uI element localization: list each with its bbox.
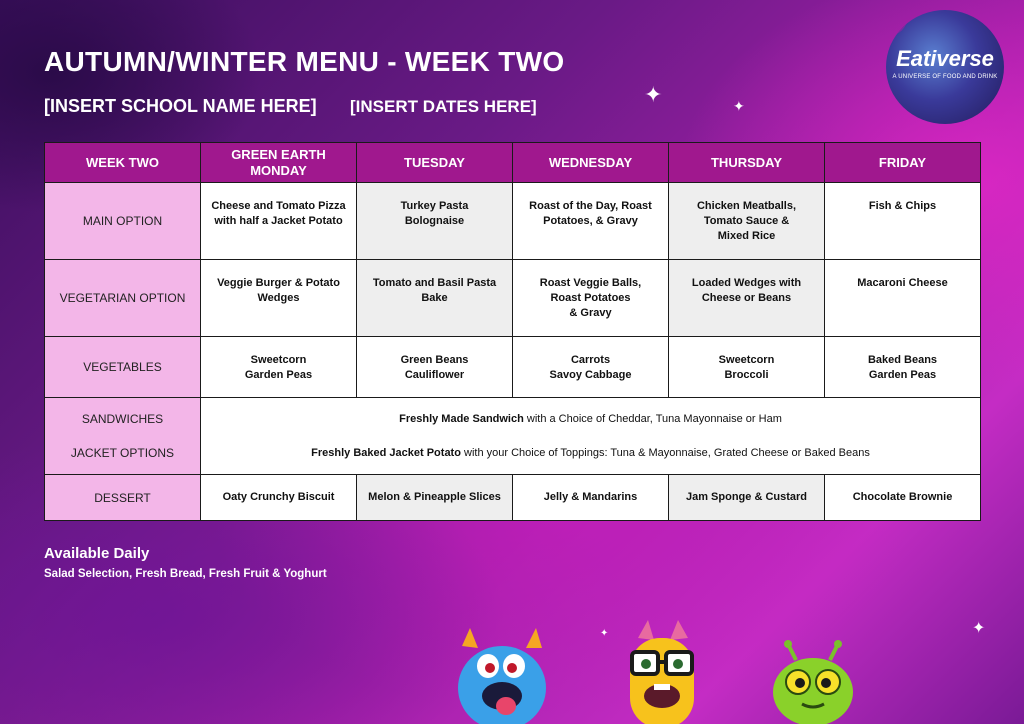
school-name-placeholder: [INSERT SCHOOL NAME HERE]	[44, 96, 317, 116]
main-wednesday: Roast of the Day, Roast Potatoes, & Gravy	[513, 183, 669, 260]
column-header-friday: FRIDAY	[825, 143, 981, 183]
menu-table	[44, 142, 981, 521]
logo-bite-shape	[886, 10, 908, 36]
dessert-row	[45, 475, 981, 521]
yellow-monster-illustration	[608, 616, 716, 724]
main-tuesday: Turkey Pasta Bolognaise	[357, 183, 513, 260]
sandwich-option-bold: Freshly Made Sandwich	[399, 413, 524, 425]
eativerse-logo	[886, 10, 1004, 124]
vegetables-row	[45, 337, 981, 398]
vegetables-monday	[201, 337, 357, 398]
vegetable-item: Sweetcorn	[250, 354, 307, 366]
sandwich-option	[202, 402, 979, 436]
column-header-week: WEEK TWO	[45, 143, 201, 183]
dates-placeholder: [INSERT DATES HERE]	[350, 97, 537, 116]
menu-header-row	[45, 143, 981, 183]
vegetable-item: Green Beans	[400, 354, 469, 366]
row-label-vegetarian: VEGETARIAN OPTION	[45, 260, 201, 337]
veg-wednesday	[513, 260, 669, 337]
jacket-option-bold: Freshly Baked Jacket Potato	[311, 447, 461, 459]
row-label-vegetables: VEGETABLES	[45, 337, 201, 398]
vegetables-friday	[825, 337, 981, 398]
main-thursday: Chicken Meatballs, Tomato Sauce & Mixed Rice	[669, 183, 825, 260]
sandwiches-jacket-row	[45, 398, 981, 475]
veg-friday: Macaroni Cheese	[825, 260, 981, 337]
jacket-option-text: with your Choice of Toppings: Tuna & Mayonnaise, Grated Cheese or Baked Beans	[460, 447, 870, 459]
sparkle-star-icon: ✦	[644, 82, 663, 107]
vegetable-item: Broccoli	[724, 369, 769, 381]
row-label-dessert: DESSERT	[45, 475, 201, 521]
logo-tagline: A UNIVERSE OF FOOD AND DRINK	[892, 74, 998, 80]
veg-wednesday-extra: & Gravy	[569, 307, 612, 319]
vegetable-item: Garden Peas	[244, 369, 313, 381]
sandwiches-jacket-options	[201, 398, 981, 475]
vegetable-item: Cauliflower	[404, 369, 465, 381]
vegetable-item: Savoy Cabbage	[549, 369, 632, 381]
vegetarian-option-row	[45, 260, 981, 337]
sparkle-star-icon: ✦	[972, 620, 986, 637]
column-header-monday: GREEN EARTH MONDAY	[201, 143, 357, 183]
column-header-wednesday: WEDNESDAY	[513, 143, 669, 183]
row-label-sandwiches-jacket	[45, 398, 201, 475]
main-option-row	[45, 183, 981, 260]
column-header-thursday: THURSDAY	[669, 143, 825, 183]
dessert-friday: Chocolate Brownie	[825, 475, 981, 521]
column-header-tuesday: TUESDAY	[357, 143, 513, 183]
row-label-main: MAIN OPTION	[45, 183, 201, 260]
dessert-monday: Oaty Crunchy Biscuit	[201, 475, 357, 521]
sparkle-star-icon: ✦	[733, 98, 745, 114]
veg-thursday: Loaded Wedges with Cheese or Beans	[669, 260, 825, 337]
blue-monster-illustration	[448, 626, 556, 724]
page-title: AUTUMN/WINTER MENU - WEEK TWO	[44, 46, 565, 77]
available-daily-items: Salad Selection, Fresh Bread, Fresh Fruit & Yoghurt	[44, 568, 327, 580]
jacket-option	[202, 436, 979, 470]
vegetable-item: Carrots	[570, 354, 611, 366]
veg-tuesday: Tomato and Basil Pasta Bake	[357, 260, 513, 337]
dessert-tuesday: Melon & Pineapple Slices	[357, 475, 513, 521]
veg-monday: Veggie Burger & Potato Wedges	[201, 260, 357, 337]
vegetable-item: Sweetcorn	[718, 354, 775, 366]
vegetables-tuesday	[357, 337, 513, 398]
vegetables-thursday	[669, 337, 825, 398]
vegetable-item: Baked Beans	[867, 354, 938, 366]
logo-name: Eativerse	[896, 46, 994, 71]
green-monster-illustration	[768, 640, 858, 724]
veg-wednesday-main: Roast Veggie Balls, Roast Potatoes	[539, 277, 642, 304]
sandwich-option-text: with a Choice of Cheddar, Tuna Mayonnaise or Ham	[523, 413, 782, 425]
sparkle-star-icon: ✦	[600, 628, 609, 639]
row-label-jacket: JACKET OPTIONS	[70, 446, 175, 460]
dessert-wednesday: Jelly & Mandarins	[513, 475, 669, 521]
vegetable-item: Garden Peas	[868, 369, 937, 381]
row-label-sandwiches: SANDWICHES	[81, 412, 164, 426]
vegetables-wednesday	[513, 337, 669, 398]
main-monday: Cheese and Tomato Pizza with half a Jacket Potato	[201, 183, 357, 260]
main-friday: Fish & Chips	[825, 183, 981, 260]
dessert-thursday: Jam Sponge & Custard	[669, 475, 825, 521]
available-daily-title: Available Daily	[44, 545, 150, 562]
